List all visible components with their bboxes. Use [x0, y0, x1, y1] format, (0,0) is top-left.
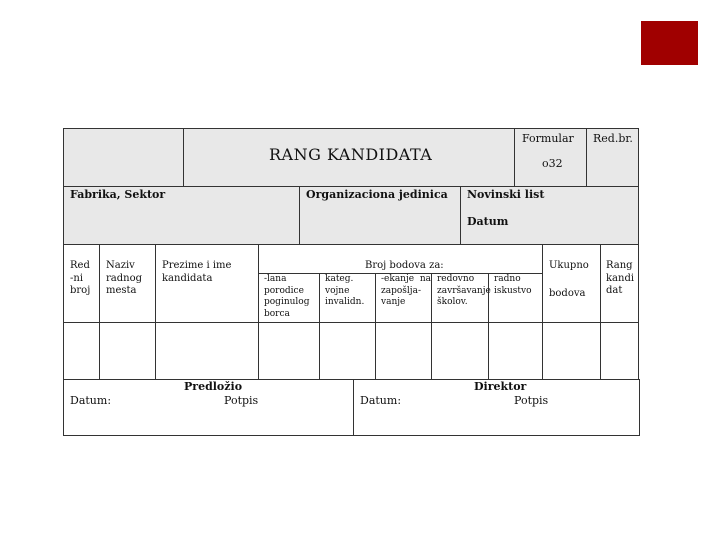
subcol-redovno — [431, 273, 489, 323]
col-redni-label: Red -ni broj — [70, 260, 91, 296]
novinski-list-label: Novinski list — [467, 188, 545, 201]
subcol-kateg-label: kateg. vojne invalidn. — [325, 274, 365, 307]
formular-label: Formular — [522, 132, 574, 145]
footer-direktor-cell — [353, 379, 640, 436]
col-bodova-label: bodova — [549, 288, 586, 299]
predlozio-label: Predložio — [184, 380, 243, 393]
col-rang-label: Rang kandi dat — [606, 260, 635, 296]
subcol-clana-label: -lana porodice poginulog borca — [264, 274, 310, 319]
subcol-radno — [488, 273, 543, 323]
data-cell-ukupno[interactable] — [542, 322, 601, 380]
data-cell-cekanje[interactable] — [375, 322, 432, 380]
redbr-label: Red.br. — [593, 132, 633, 145]
form-title: RANG KANDIDATA — [269, 145, 433, 164]
col-header-ukupno — [542, 244, 601, 323]
col-header-prezime — [155, 244, 259, 323]
data-cell-clana[interactable] — [258, 322, 320, 380]
col-header-naziv — [99, 244, 156, 323]
redbr-cell — [586, 128, 639, 187]
subcol-redovno-label: redovno završavanje školov. — [437, 274, 491, 307]
formular-cell — [514, 128, 587, 187]
subcol-cekanje — [375, 273, 432, 323]
col-ukupno-label: Ukupno — [549, 260, 589, 271]
col-naziv-label: Naziv radnog mesta — [106, 260, 143, 296]
novinski-list-cell — [460, 186, 639, 245]
data-cell-redovno[interactable] — [431, 322, 489, 380]
fabrika-sektor-label: Fabrika, Sektor — [70, 188, 166, 201]
potpis-right-label: Potpis — [514, 394, 549, 407]
org-jedinica-label: Organizaciona jedinica — [306, 188, 448, 201]
col-header-redni — [63, 244, 100, 323]
col-header-broj-bodova — [258, 244, 543, 274]
logo-cell — [63, 128, 184, 187]
data-cell-naziv[interactable] — [99, 322, 156, 380]
subcol-kateg — [319, 273, 376, 323]
datum-label: Datum — [467, 215, 509, 228]
col-header-rang — [600, 244, 639, 323]
subcol-cekanje-label: -ekanje na zapošlja- vanje — [381, 274, 431, 307]
formular-value: o32 — [542, 157, 563, 170]
org-jedinica-cell — [299, 186, 461, 245]
corner-accent-block — [641, 21, 698, 65]
subcol-radno-label: radno iskustvo — [494, 274, 532, 296]
col-broj-bodova-label: Broj bodova za: — [365, 260, 444, 271]
title-cell — [183, 128, 515, 187]
data-cell-prezime[interactable] — [155, 322, 259, 380]
fabrika-sektor-cell — [63, 186, 300, 245]
direktor-label: Direktor — [474, 380, 527, 393]
footer-predlozio-cell — [63, 379, 354, 436]
data-cell-kateg[interactable] — [319, 322, 376, 380]
datum-right-label: Datum: — [360, 394, 402, 407]
data-cell-rang[interactable] — [600, 322, 639, 380]
datum-left-label: Datum: — [70, 394, 112, 407]
col-prezime-label: Prezime i ime kandidata — [162, 260, 232, 284]
data-cell-radno[interactable] — [488, 322, 543, 380]
subcol-clana — [258, 273, 320, 323]
potpis-left-label: Potpis — [224, 394, 259, 407]
data-cell-redni[interactable] — [63, 322, 100, 380]
